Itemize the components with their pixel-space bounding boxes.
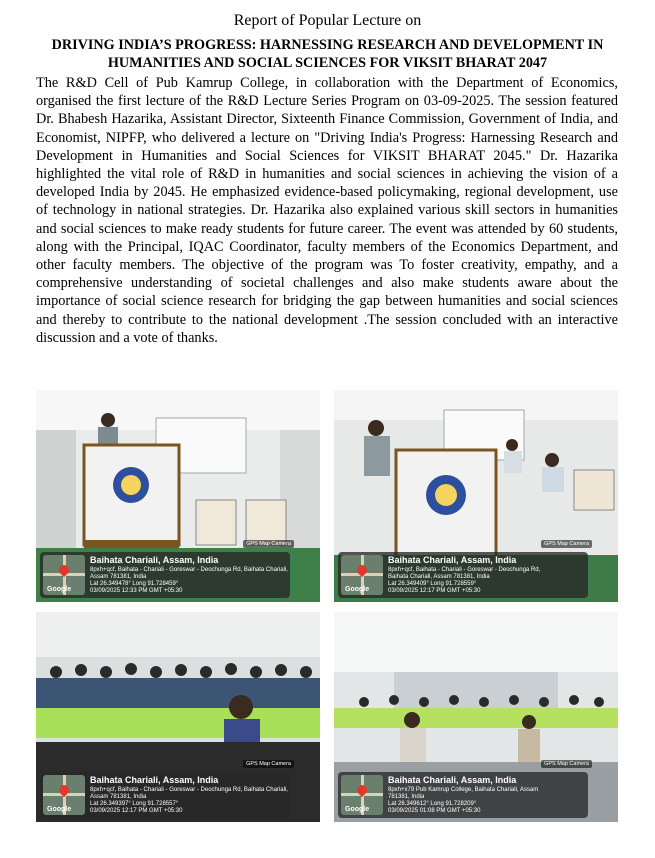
gps-overlay-3 — [40, 761, 291, 818]
event-photo-3 — [36, 612, 320, 822]
coordinates: Lat 26.349409° Long 91.728559° — [388, 581, 477, 587]
report-paragraph: The R&D Cell of Pub Kamrup College, in collaboration with the Department of Economics, organised the first lecture of the R&D Lecture Series Program on 03-09-2025. The session featured Dr. Bhabesh Hazarika, Assistant Director, Sixteenth Finance Commission, Government of India, and Economist, NIPFP, who delivered a lecture on "Driving India's Progress: Harnessing Research and Development in Humanities and Social Sciences for VIKSIT BHARAT 2045." Dr. Hazarika highlighted the vital role of R&D in humanities and social sciences in achieving the vision of a developed India by 2045. He emphasized evidence-based policymaking, regional development, use of technology in national strategies. Dr. Hazarika also explained various skill sectors in humanities and social sciences to make ready students for future career. The event was attended by 60 students, along with the Principal, IQAC Coordinator, faculty members of the Economics Department, and other faculty members. The objective of the program was To foster creativity, empathy, and a comprehensive understanding of societal challenges and also make students aware about the importance of social science research for bridging the gap between humanities and social sciences and thereby to contribute to the national development .The session concluded with an interactive discussion and a vote of thanks. — [36, 75, 618, 346]
location-title: Baihata Chariali, Assam, India — [90, 775, 219, 785]
gps-overlay-1 — [40, 541, 291, 598]
location-title: Baihata Chariali, Assam, India — [90, 555, 219, 565]
gps-overlay-2 — [338, 541, 589, 598]
map-thumbnail — [341, 775, 383, 815]
location-title: Baihata Chariali, Assam, India — [388, 775, 517, 785]
address-line: Assam 781381, India — [90, 794, 147, 800]
coordinates: Lat 26.349478° Long 91.728459° — [90, 581, 179, 587]
gps-camera-badge: GPS Map Camera — [243, 540, 294, 548]
location-title: Baihata Chariali, Assam, India — [388, 555, 517, 565]
google-logo: Google — [47, 586, 72, 593]
address-line: 8pxh+x79 Pub Kamrup College, Baihata Chariali, Assam — [388, 787, 539, 793]
event-photo-2 — [334, 390, 618, 602]
google-logo: Google — [345, 586, 370, 593]
coordinates: Lat 26.349612° Long 91.728209° — [388, 801, 477, 807]
google-logo: Google — [345, 806, 370, 813]
event-photo-1 — [36, 390, 320, 602]
address-line: Baihata Chariali, Assam 781381, India — [388, 574, 490, 580]
map-thumbnail — [43, 775, 85, 815]
address-line: Assam 781381, India — [90, 574, 147, 580]
timestamp: 03/09/2025 12:17 PM GMT +05:30 — [90, 808, 183, 814]
address-line: 8pxh+qcf, Baihata - Chariali - Goreswar - Deochunga Rd, Baihata Chariali, — [90, 567, 288, 573]
address-line: 8pxh+qcf, Baihata - Chariali - Goreswar - Deochunga Rd, — [388, 567, 541, 573]
address-line: 781381, India — [388, 794, 425, 800]
timestamp: 03/09/2025 12:33 PM GMT +05:30 — [90, 588, 183, 594]
report-body — [36, 74, 618, 347]
address-line: 8pxh+qcf, Baihata - Chariali - Goreswar - Deochunga Rd, Baihata Chariali, — [90, 787, 288, 793]
gps-camera-badge: GPS Map Camera — [541, 760, 592, 768]
gps-overlay-4 — [338, 761, 589, 818]
coordinates: Lat 26.349397° Long 91.728557° — [90, 801, 179, 807]
google-logo: Google — [47, 806, 72, 813]
report-title: Report of Popular Lecture on — [233, 12, 422, 29]
gps-camera-badge: GPS Map Camera — [541, 540, 592, 548]
map-thumbnail — [43, 555, 85, 595]
event-photo-4 — [334, 612, 618, 822]
lecture-heading: DRIVING INDIA’S PROGRESS: HARNESSING RESEARCH AND DEVELOPMENT IN HUMANITIES AND SOCIAL SCIENCES FOR VIKSIT BHARAT 2047 — [51, 37, 604, 71]
gps-camera-badge: GPS Map Camera — [243, 760, 294, 768]
timestamp: 03/09/2025 01:08 PM GMT +05:30 — [388, 808, 481, 814]
map-thumbnail — [341, 555, 383, 595]
timestamp: 03/09/2025 12:17 PM GMT +05:30 — [388, 588, 481, 594]
